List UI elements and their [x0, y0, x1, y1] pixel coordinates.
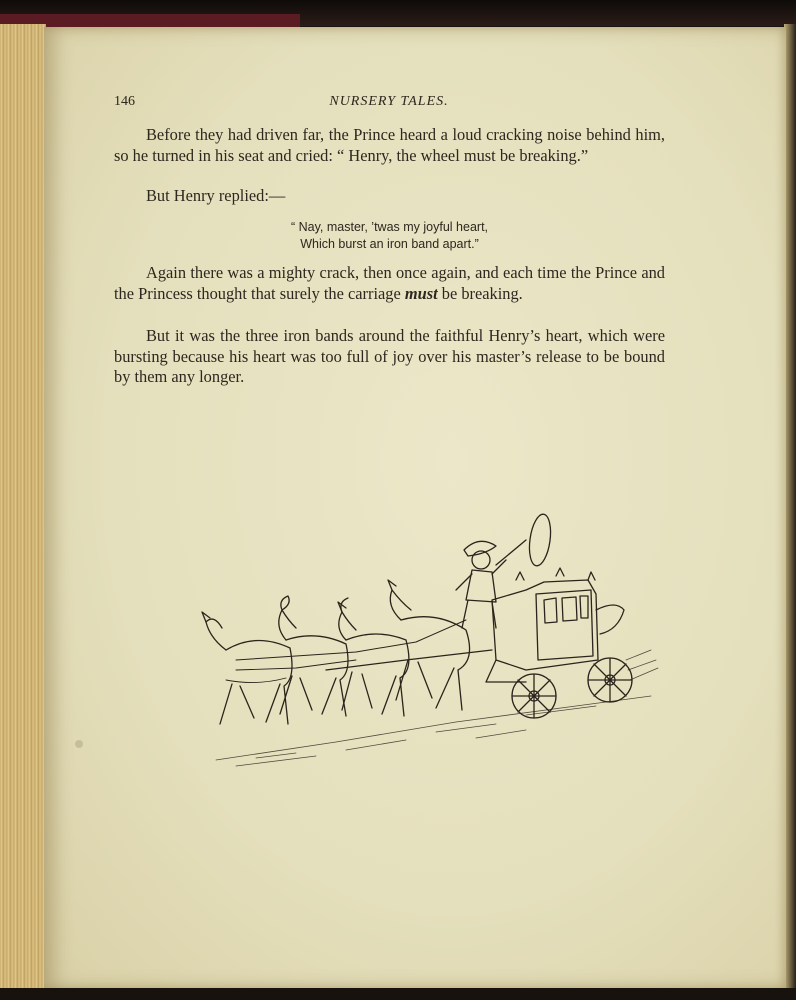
- page-header: [114, 94, 664, 116]
- verse-line-2: Which burst an iron band apart.”: [300, 237, 479, 251]
- paragraph-1-text: Before they had driven far, the Prince heard a loud cracking noise behind him, so he turned in his seat and cried: “ Henry, the wheel must be breaking.”: [114, 125, 665, 165]
- paragraph-1: [114, 125, 665, 166]
- paragraph-2-text: But Henry replied:—: [146, 186, 286, 205]
- paragraph-4-text: But it was the three iron bands around the faithful Henry’s heart, which were bursting because his heart was too full of joy over his master’s release to be bound by them any longer.: [114, 326, 665, 387]
- paragraph-4: [114, 326, 665, 388]
- paragraph-3: [114, 263, 665, 304]
- paper-spot: [75, 740, 83, 748]
- bottom-edge: [0, 988, 796, 1000]
- coach-with-horses-icon: [196, 510, 666, 775]
- page-number: 146: [114, 94, 135, 109]
- verse: [114, 219, 665, 253]
- emphasis-must: must: [404, 283, 438, 303]
- paragraph-3-part-2: be breaking.: [437, 283, 523, 303]
- book-page: [44, 27, 786, 989]
- book-spine: [0, 24, 46, 1000]
- running-title: NURSERY TALES.: [329, 94, 449, 109]
- paragraph-3-part-1: Again there was a mighty crack, then once again, and each time the Prince and the Princess thought that surely the carriage: [114, 263, 665, 303]
- paragraph-2: [114, 186, 665, 207]
- paragraph-3-text: [114, 263, 665, 304]
- verse-line-1: “ Nay, master, ’twas my joyful heart,: [290, 220, 489, 234]
